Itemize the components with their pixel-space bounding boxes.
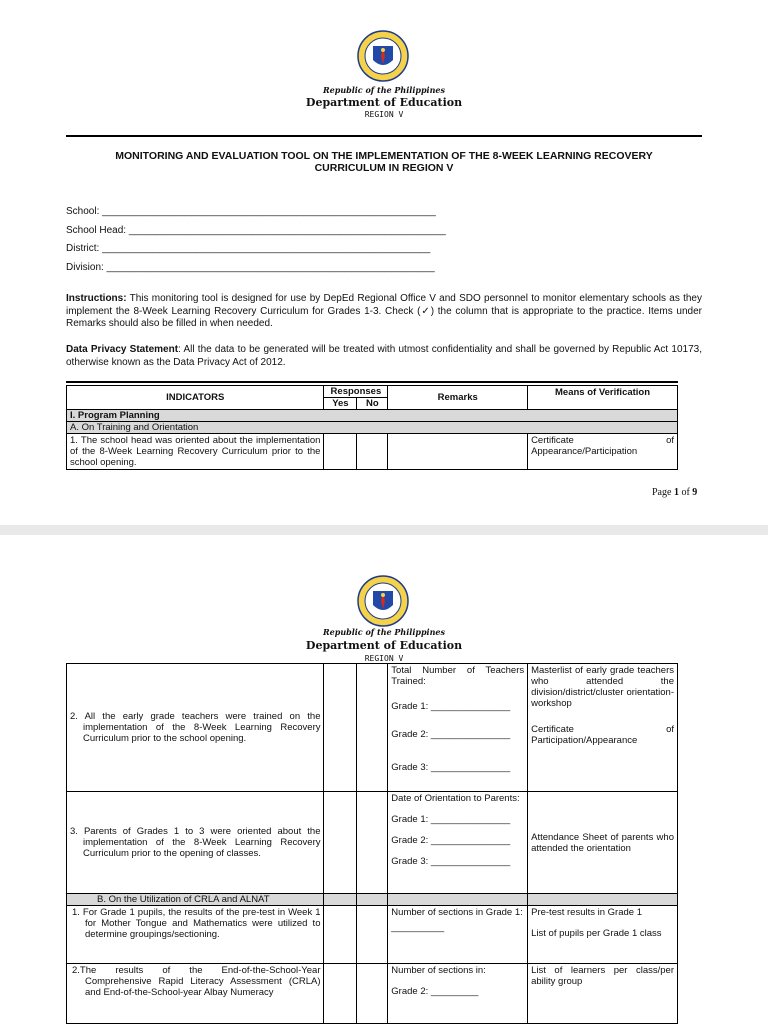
title-line-1: MONITORING AND EVALUATION TOOL ON THE IMPLEMENTATION OF THE 8-WEEK LEARNING RECOVERY xyxy=(115,150,653,162)
department-label: Department of Education xyxy=(305,96,463,109)
remarks-3-head: Date of Orientation to Parents: xyxy=(391,793,520,804)
yes-checkbox-3[interactable] xyxy=(324,792,357,894)
indicator-b2: 2.The results of the End-of-the-School-Year Comprehensive Rapid Literacy Assessment (CRLA) and End-of-the-School-year Albay Numeracy xyxy=(67,964,324,1024)
yes-checkbox-b2[interactable] xyxy=(324,964,357,1024)
republic-label: Republic of the Philippines xyxy=(322,85,445,95)
region-label: REGION V xyxy=(364,654,404,663)
remarks-2-grade2[interactable]: Grade 2: _______________ xyxy=(391,729,511,740)
remarks-3-grade1[interactable]: Grade 1: _______________ xyxy=(391,814,511,825)
field-blank: ____________________________________________________________ xyxy=(102,206,436,217)
remarks-2-grade1[interactable]: Grade 1: _______________ xyxy=(391,701,511,712)
page-of: of xyxy=(678,487,693,498)
field-label: School: xyxy=(66,206,100,217)
remarks-2-grade3[interactable]: Grade 3: _______________ xyxy=(391,762,511,773)
remarks-3-grade3[interactable]: Grade 3: _______________ xyxy=(391,856,511,867)
mov-2a: Masterlist of early grade teachers who attended the division/district/cluster orientation-workshop xyxy=(531,665,674,709)
remarks-b2-grade2[interactable]: Grade 2: _________ xyxy=(391,986,479,997)
page-total: 9 xyxy=(692,487,698,498)
no-checkbox-3[interactable] xyxy=(357,792,388,894)
instructions-paragraph xyxy=(66,293,702,331)
monitoring-table-page-2 xyxy=(66,663,678,1024)
mov-2b: Certificate of Participation/Appearance xyxy=(531,724,674,746)
field-label: Division: xyxy=(66,262,104,273)
monitoring-table-page-1 xyxy=(66,385,678,470)
remarks-cell-3[interactable] xyxy=(388,792,528,894)
page-2 xyxy=(0,535,768,1024)
page-prefix: Page xyxy=(652,487,674,498)
field-blank: _________________________________________________________ xyxy=(128,225,446,236)
header-mov: Means of Verification xyxy=(528,386,678,410)
page-number xyxy=(652,487,697,498)
no-checkbox-b1[interactable] xyxy=(357,906,388,964)
page-current: 1 xyxy=(673,487,679,498)
field-blank: ___________________________________________________________ xyxy=(102,243,431,254)
mov-3: Attendance Sheet of parents who attended the orientation xyxy=(528,792,678,894)
mov-1: Certificate of Appearance/Participation xyxy=(528,434,678,470)
yes-checkbox-1[interactable] xyxy=(324,434,357,470)
remarks-cell-b2[interactable] xyxy=(388,964,528,1024)
yes-checkbox-b1[interactable] xyxy=(324,906,357,964)
mov-b2: List of learners per class/per ability group xyxy=(528,964,678,1024)
field-blank: ___________________________________________________________ xyxy=(106,262,435,273)
indicator-1: 1. The school head was oriented about the implementation of the 8-Week Learning Recovery Curriculum prior to the school opening. xyxy=(67,434,324,470)
title-line-2: CURRICULUM IN REGION V xyxy=(314,162,454,174)
field-school[interactable] xyxy=(66,206,436,217)
no-checkbox-2[interactable] xyxy=(357,664,388,792)
no-checkbox-b2[interactable] xyxy=(357,964,388,1024)
indicator-3: 3. Parents of Grades 1 to 3 were oriented about the implementation of the 8-Week Learning Recovery Curriculum prior to the opening of classes. xyxy=(67,792,324,894)
header-no: No xyxy=(357,398,388,410)
deped-seal-icon xyxy=(357,30,409,82)
document-title xyxy=(66,150,702,174)
instructions-label: Instructions: xyxy=(66,293,127,304)
remarks-cell-b1[interactable] xyxy=(388,906,528,964)
region-label: REGION V xyxy=(364,110,404,119)
instructions-text: This monitoring tool is designed for use by DepEd Regional Office V and SDO personnel to monitor elementary schools as they implement the 8-Week Learning Recovery Curriculum for Grades 1-3. Check (✓) the column that is appropriate to the practice. Items under Remarks should also be filled in when needed. xyxy=(66,293,702,329)
indicator-2: 2. All the early grade teachers were trained on the implementation of the 8-Week Learning Recovery Curriculum prior to the school opening. xyxy=(67,664,324,792)
header-remarks: Remarks xyxy=(388,386,528,410)
no-checkbox-1[interactable] xyxy=(357,434,388,470)
remarks-b1-blank[interactable]: __________ xyxy=(391,922,445,933)
remarks-2-head: Total Number of Teachers Trained: xyxy=(391,665,525,687)
privacy-label: Data Privacy Statement xyxy=(66,344,179,355)
mov-b1b: List of pupils per Grade 1 class xyxy=(531,928,662,939)
department-label: Department of Education xyxy=(305,639,463,652)
remarks-3-grade2[interactable]: Grade 2: _______________ xyxy=(391,835,511,846)
remarks-b1-head: Number of sections in Grade 1: xyxy=(391,907,523,918)
remarks-cell-2[interactable] xyxy=(388,664,528,792)
field-division[interactable] xyxy=(66,262,435,273)
republic-label: Republic of the Philippines xyxy=(322,627,445,637)
field-school-head[interactable] xyxy=(66,225,446,236)
header-indicators: INDICATORS xyxy=(67,386,324,410)
table-top-rule xyxy=(66,381,678,383)
remarks-cell-1[interactable] xyxy=(388,434,528,470)
subsection-training: A. On Training and Orientation xyxy=(67,422,678,434)
mov-b1a: Pre-test results in Grade 1 xyxy=(531,907,642,918)
field-label: District: xyxy=(66,243,100,254)
remarks-b2-head: Number of sections in: xyxy=(391,965,486,976)
yes-checkbox-2[interactable] xyxy=(324,664,357,792)
deped-seal-icon xyxy=(357,575,409,627)
header-responses: Responses xyxy=(324,386,388,398)
header-divider xyxy=(66,135,702,137)
section-program-planning: I. Program Planning xyxy=(67,410,678,422)
header-yes: Yes xyxy=(324,398,357,410)
privacy-text: : All the data to be generated will be treated with utmost confidentiality and shall be governed by Republic Act 10173, otherwise known as the Data Privacy Act of 2012. xyxy=(66,344,702,368)
privacy-paragraph xyxy=(66,344,702,369)
field-label: School Head: xyxy=(66,225,127,236)
field-district[interactable] xyxy=(66,243,430,254)
subsection-crla: B. On the Utilization of CRLA and ALNAT xyxy=(67,894,324,906)
indicator-b1: 1. For Grade 1 pupils, the results of the pre-test in Week 1 for Mother Tongue and Mathematics were utilized to determine groupings/sectioning. xyxy=(67,906,324,964)
